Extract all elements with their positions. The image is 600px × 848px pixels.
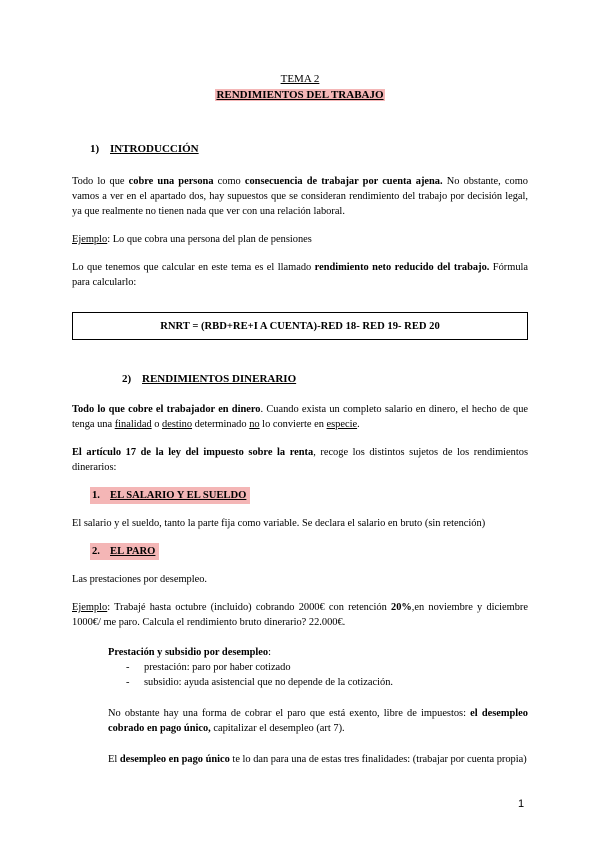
underlined-text: destino (162, 419, 193, 431)
formula-text: RNRT = (RBD+RE+I A CUENTA)-RED 18- RED 19- RED 20 (160, 320, 440, 332)
text-run: El (108, 753, 120, 765)
formula-box (72, 312, 528, 340)
text-run: lo convierte en (259, 419, 327, 431)
pago-unico-paragraph (108, 752, 528, 767)
prestacion-title (108, 645, 528, 660)
example-label: Ejemplo (72, 234, 108, 246)
bold-text: desempleo en pago único (119, 753, 230, 765)
example-paragraph (72, 232, 528, 247)
list-item: - subsidio: ayuda asistencial que no depende de la cotización. (126, 675, 528, 690)
exento-paragraph (108, 706, 528, 736)
prestacion-list (126, 660, 528, 690)
text-run: Fórmula para calcularlo: (72, 262, 529, 289)
bold-text: Prestación y subsidio por desempleo (108, 646, 269, 658)
text-run: . Cuando exista un completo salario en dinero, el hecho de que tenga una (72, 404, 529, 431)
bold-text: 20% (391, 602, 412, 614)
example-label: Ejemplo (72, 602, 108, 614)
subsection-title: EL SALARIO Y EL SUELDO (110, 489, 247, 501)
articulo-paragraph (72, 445, 528, 475)
text-run: como (213, 175, 245, 187)
subsection-heading-paro (90, 543, 528, 560)
text-run: No obstante hay una forma de cobrar el paro que está exento, libre de impuestos: (108, 707, 471, 719)
text-run: No obstante, como vamos a ver en el apartado dos, hay supuestos que se consideran rendimiento del trabajo por decisión legal, ya que realmente no tienen nada que ver con una relación laboral. (72, 175, 528, 217)
section-number: 2) (122, 373, 132, 386)
bold-text: rendimiento neto reducido del trabajo. (314, 262, 490, 274)
prestacion-block (108, 645, 528, 767)
text-run: o (151, 419, 163, 431)
text-run: capitalizar el desempleo (art 7). (210, 722, 345, 734)
underlined-text: no (249, 419, 260, 431)
bold-text: el desempleo cobrado en pago único, (108, 707, 528, 734)
bold-text: Todo lo que cobre el trabajador en dinero (72, 404, 261, 416)
list-item: - prestación: paro por haber cotizado (126, 660, 528, 675)
underlined-text: finalidad (114, 419, 152, 431)
text-run: : Lo que cobra una persona del plan de pensiones (107, 234, 312, 246)
section-number: 1) (90, 142, 100, 155)
subsection-number: 1. (92, 489, 100, 501)
bold-text: cobre una persona (128, 175, 214, 187)
bold-text: El artículo 17 de la ley del impuesto sobre la renta (72, 447, 314, 459)
text-run: Lo que tenemos que calcular en este tema es el llamado (72, 262, 315, 274)
section-title: INTRODUCCIÓN (110, 142, 199, 155)
paro-example-paragraph (72, 600, 528, 630)
text-run: , recoge los distintos sujetos de los rendimientos dinerarios: (72, 447, 528, 474)
text-run: El salario y el sueldo, tanto la parte fija como variable. Se declara el salario en bruto (sin retención) (72, 517, 486, 529)
text-run: te lo dan para una de estas tres finalidades: (trabajar por cuenta propia) (229, 753, 527, 765)
section-heading-rendimientos-dinerario (122, 372, 528, 388)
document-title: RENDIMIENTOS DEL TRABAJO (216, 88, 384, 101)
text-run: . (357, 419, 360, 431)
document-header (72, 72, 528, 104)
page-number: 1 (518, 798, 525, 810)
text-run: : (268, 646, 271, 658)
text-run: Todo lo que (72, 175, 129, 187)
intro-paragraph (72, 174, 528, 219)
paro-paragraph (72, 572, 528, 587)
text-run: ,en noviembre y diciembre 1000€/ me paro. Calcula el rendimiento bruto dinerario? 22.000€. (72, 602, 529, 629)
salario-paragraph (72, 516, 528, 531)
section-heading-introduccion (90, 142, 528, 158)
document-page (72, 68, 528, 767)
tema-label: TEMA 2 (280, 73, 320, 85)
text-run: determinado (192, 419, 250, 431)
formula-intro-paragraph (72, 260, 528, 290)
underlined-text: especie (326, 419, 358, 431)
subsection-title: EL PARO (110, 545, 156, 557)
text-run: Las prestaciones por desempleo. (72, 574, 208, 586)
dinerario-paragraph (72, 402, 528, 432)
text-run: : Trabajé hasta octubre (incluido) cobrando 2000€ con retención (107, 602, 391, 614)
subsection-heading-salario (90, 487, 528, 504)
bold-text: consecuencia de trabajar por cuenta ajena. (244, 175, 443, 187)
subsection-number: 2. (92, 545, 100, 557)
section-title: RENDIMIENTOS DINERARIO (142, 373, 297, 386)
